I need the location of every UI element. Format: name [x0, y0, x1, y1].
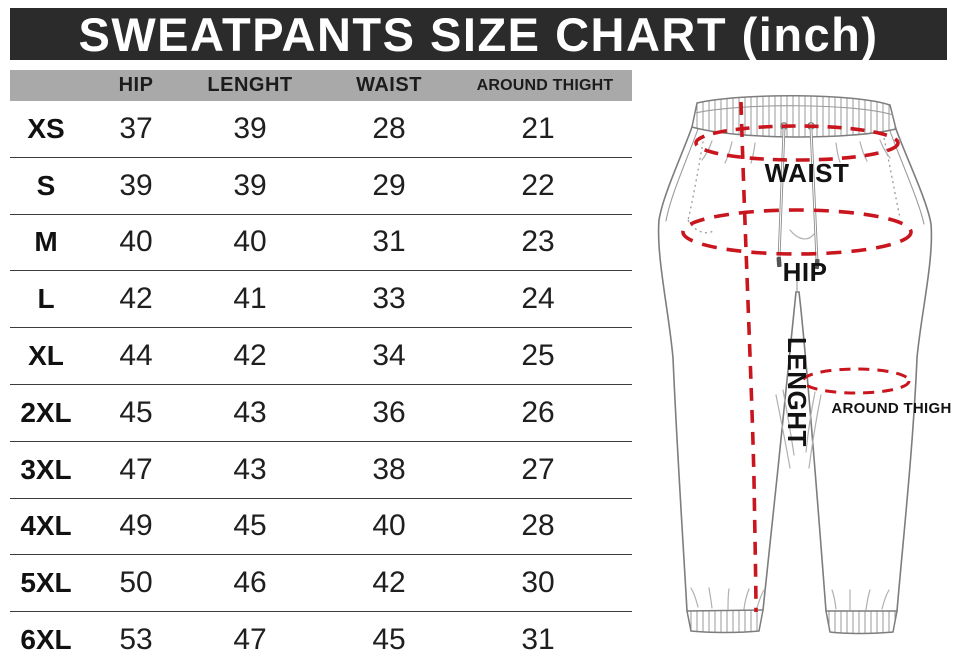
header-waist: WAIST: [356, 74, 422, 96]
size-cell: M: [34, 226, 58, 258]
waist-cell: 29: [372, 168, 406, 202]
hip-cell: 39: [119, 168, 153, 202]
lenght-cell: 42: [233, 339, 267, 373]
lenght-cell: 47: [233, 623, 267, 657]
hip-cell: 45: [119, 395, 153, 429]
table-row: [10, 328, 632, 385]
ankle-cuffs: [687, 588, 897, 634]
lenght-cell: 39: [233, 111, 267, 145]
table-row: [10, 612, 632, 668]
drawstring: [776, 123, 819, 269]
around-thight-cell: 21: [521, 111, 555, 145]
around-thight-cell: 28: [521, 509, 555, 543]
around-thight-cell: 27: [521, 452, 555, 486]
size-cell: XS: [27, 112, 65, 144]
size-cell: 2XL: [20, 396, 72, 428]
waist-cell: 42: [372, 566, 406, 600]
around-thight-cell: 22: [521, 168, 555, 202]
hip-label: HIP: [782, 257, 828, 287]
size-cell: 3XL: [20, 453, 72, 485]
table-row: [10, 215, 632, 272]
waist-label: WAIST: [764, 158, 850, 188]
waist-cell: 34: [372, 339, 406, 373]
waist-cell: 36: [372, 395, 406, 429]
table-header-row: [10, 70, 632, 101]
lenght-cell: 45: [233, 509, 267, 543]
hip-cell: 44: [119, 339, 153, 373]
hip-cell: 53: [119, 623, 153, 657]
around-thight-cell: 24: [521, 282, 555, 316]
hip-cell: 50: [119, 566, 153, 600]
table-row: [10, 499, 632, 556]
size-table: [10, 70, 632, 668]
lenght-cell: 40: [233, 225, 267, 259]
hip-cell: 49: [119, 509, 153, 543]
around-thight-cell: 31: [521, 623, 555, 657]
thigh-measure-ellipse: [803, 369, 909, 393]
lenght-label: LENGHT: [782, 337, 812, 447]
table-row: [10, 271, 632, 328]
waistband: [692, 96, 896, 163]
around-thight-cell: 23: [521, 225, 555, 259]
table-row: [10, 158, 632, 215]
hip-measure-ellipse: [683, 210, 911, 254]
lenght-cell: 39: [233, 168, 267, 202]
lenght-cell: 43: [233, 452, 267, 486]
size-cell: 6XL: [20, 624, 72, 656]
header-around-thight: AROUND THIGHT: [476, 76, 614, 94]
sweatpants-diagram: [640, 60, 960, 668]
title-bar: [10, 8, 947, 60]
waist-cell: 28: [372, 111, 406, 145]
waist-cell: 45: [372, 623, 406, 657]
table-row: [10, 385, 632, 442]
around-thight-cell: 30: [521, 566, 555, 600]
header-lenght: LENGHT: [207, 74, 293, 96]
around-thigh-label: AROUND THIGH: [831, 400, 952, 417]
page-title: SWEATPANTS SIZE CHART (inch): [78, 7, 879, 61]
around-thight-cell: 25: [521, 339, 555, 373]
size-cell: XL: [28, 340, 64, 372]
table-row: [10, 442, 632, 499]
hip-cell: 47: [119, 452, 153, 486]
size-cell: 5XL: [20, 567, 72, 599]
size-cell: S: [36, 169, 56, 201]
hip-cell: 37: [119, 111, 153, 145]
around-thight-cell: 26: [521, 395, 555, 429]
hip-cell: 42: [119, 282, 153, 316]
lenght-cell: 41: [233, 282, 267, 316]
table-row: [10, 101, 632, 158]
table-row: [10, 555, 632, 612]
lenght-cell: 46: [233, 566, 267, 600]
waist-cell: 33: [372, 282, 406, 316]
waist-cell: 31: [372, 225, 406, 259]
size-cell: L: [37, 283, 55, 315]
size-cell: 4XL: [20, 510, 72, 542]
waist-cell: 40: [372, 509, 406, 543]
table-body: [10, 101, 632, 668]
hip-cell: 40: [119, 225, 153, 259]
waist-cell: 38: [372, 452, 406, 486]
header-hip: HIP: [118, 74, 154, 96]
lenght-cell: 43: [233, 395, 267, 429]
